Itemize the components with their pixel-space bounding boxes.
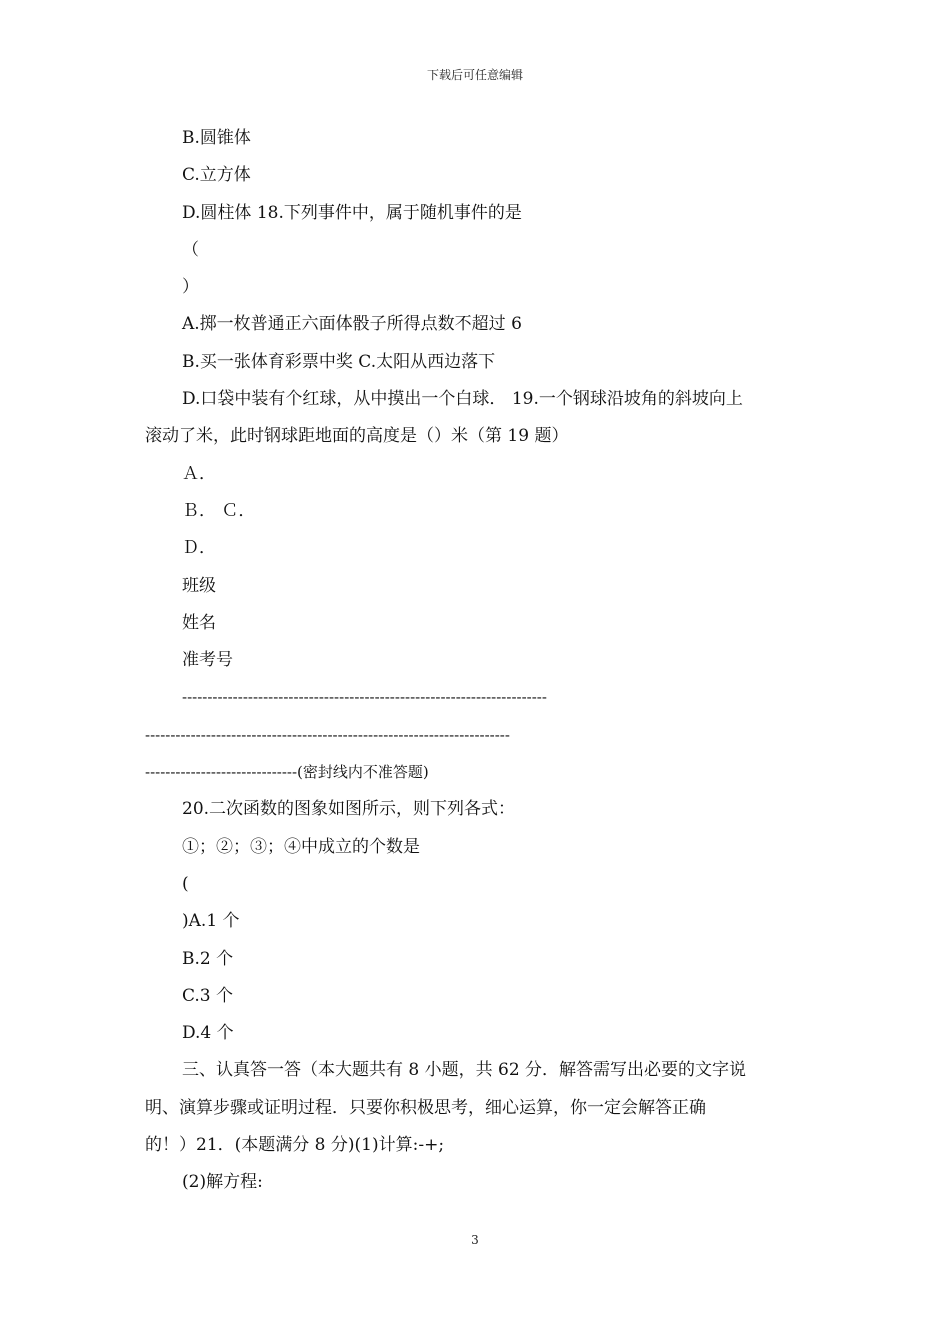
q20-option-a: )A.1 个 bbox=[182, 911, 240, 932]
q18-option-d-q19: D.口袋中装有个红球，从中摸出一个白球． 19.一个钢球沿坡角的斜坡向上 bbox=[182, 389, 743, 410]
q20-option-c: C.3 个 bbox=[182, 985, 234, 1006]
class-label: 班级 bbox=[182, 575, 216, 596]
question-21-part-2: (2)解方程: bbox=[182, 1172, 263, 1193]
question-19-cont: 滚动了米，此时钢球距地面的高度是（）米（第 19 题） bbox=[145, 426, 569, 447]
section-3-heading: 三、认真答一答（本大题共有 8 小题，共 62 分．解答需写出必要的文字说 bbox=[182, 1060, 747, 1081]
q20-statements: ①；②；③；④中成立的个数是 bbox=[182, 836, 420, 857]
page-number: 3 bbox=[471, 1233, 479, 1247]
question-18: D.圆柱体 18.下列事件中，属于随机事件的是 bbox=[182, 202, 522, 223]
q20-paren-open: ( bbox=[182, 873, 189, 894]
q19-option-a: Ａ． bbox=[182, 463, 216, 484]
seal-line-2: ------------------------------------------------------------------------ bbox=[145, 725, 510, 744]
q20-option-d: D.4 个 bbox=[182, 1023, 234, 1044]
seal-line-1: ------------------------------------------------------------------------ bbox=[182, 688, 547, 707]
question-21: 的！）21．(本题满分 8 分)(1)计算:-+; bbox=[145, 1135, 445, 1156]
section-3-cont: 明、演算步骤或证明过程．只要你积极思考，细心运算，你一定会解答正确 bbox=[145, 1097, 706, 1118]
name-label: 姓名 bbox=[182, 612, 216, 633]
q19-option-bc: Ｂ． Ｃ． bbox=[182, 500, 256, 521]
paren-close: ） bbox=[182, 277, 199, 298]
seal-line-3: ------------------------------(密封线内不准答题) bbox=[145, 763, 429, 782]
page-header: 下载后可任意编辑 bbox=[426, 68, 523, 82]
q20-option-b: B.2 个 bbox=[182, 948, 234, 969]
paren-open: （ bbox=[182, 239, 199, 260]
exam-number-label: 准考号 bbox=[182, 650, 233, 671]
q18-option-bc: B.买一张体育彩票中奖 C.太阳从西边落下 bbox=[182, 351, 496, 372]
q18-option-a: A.掷一枚普通正六面体骰子所得点数不超过 6 bbox=[182, 314, 522, 335]
document-body bbox=[145, 120, 810, 1202]
option-c-cube: C.立方体 bbox=[182, 165, 251, 186]
question-20: 20.二次函数的图象如图所示，则下列各式： bbox=[182, 799, 516, 820]
option-b-cone: B.圆锥体 bbox=[182, 128, 251, 148]
q19-option-d: Ｄ． bbox=[182, 538, 216, 559]
